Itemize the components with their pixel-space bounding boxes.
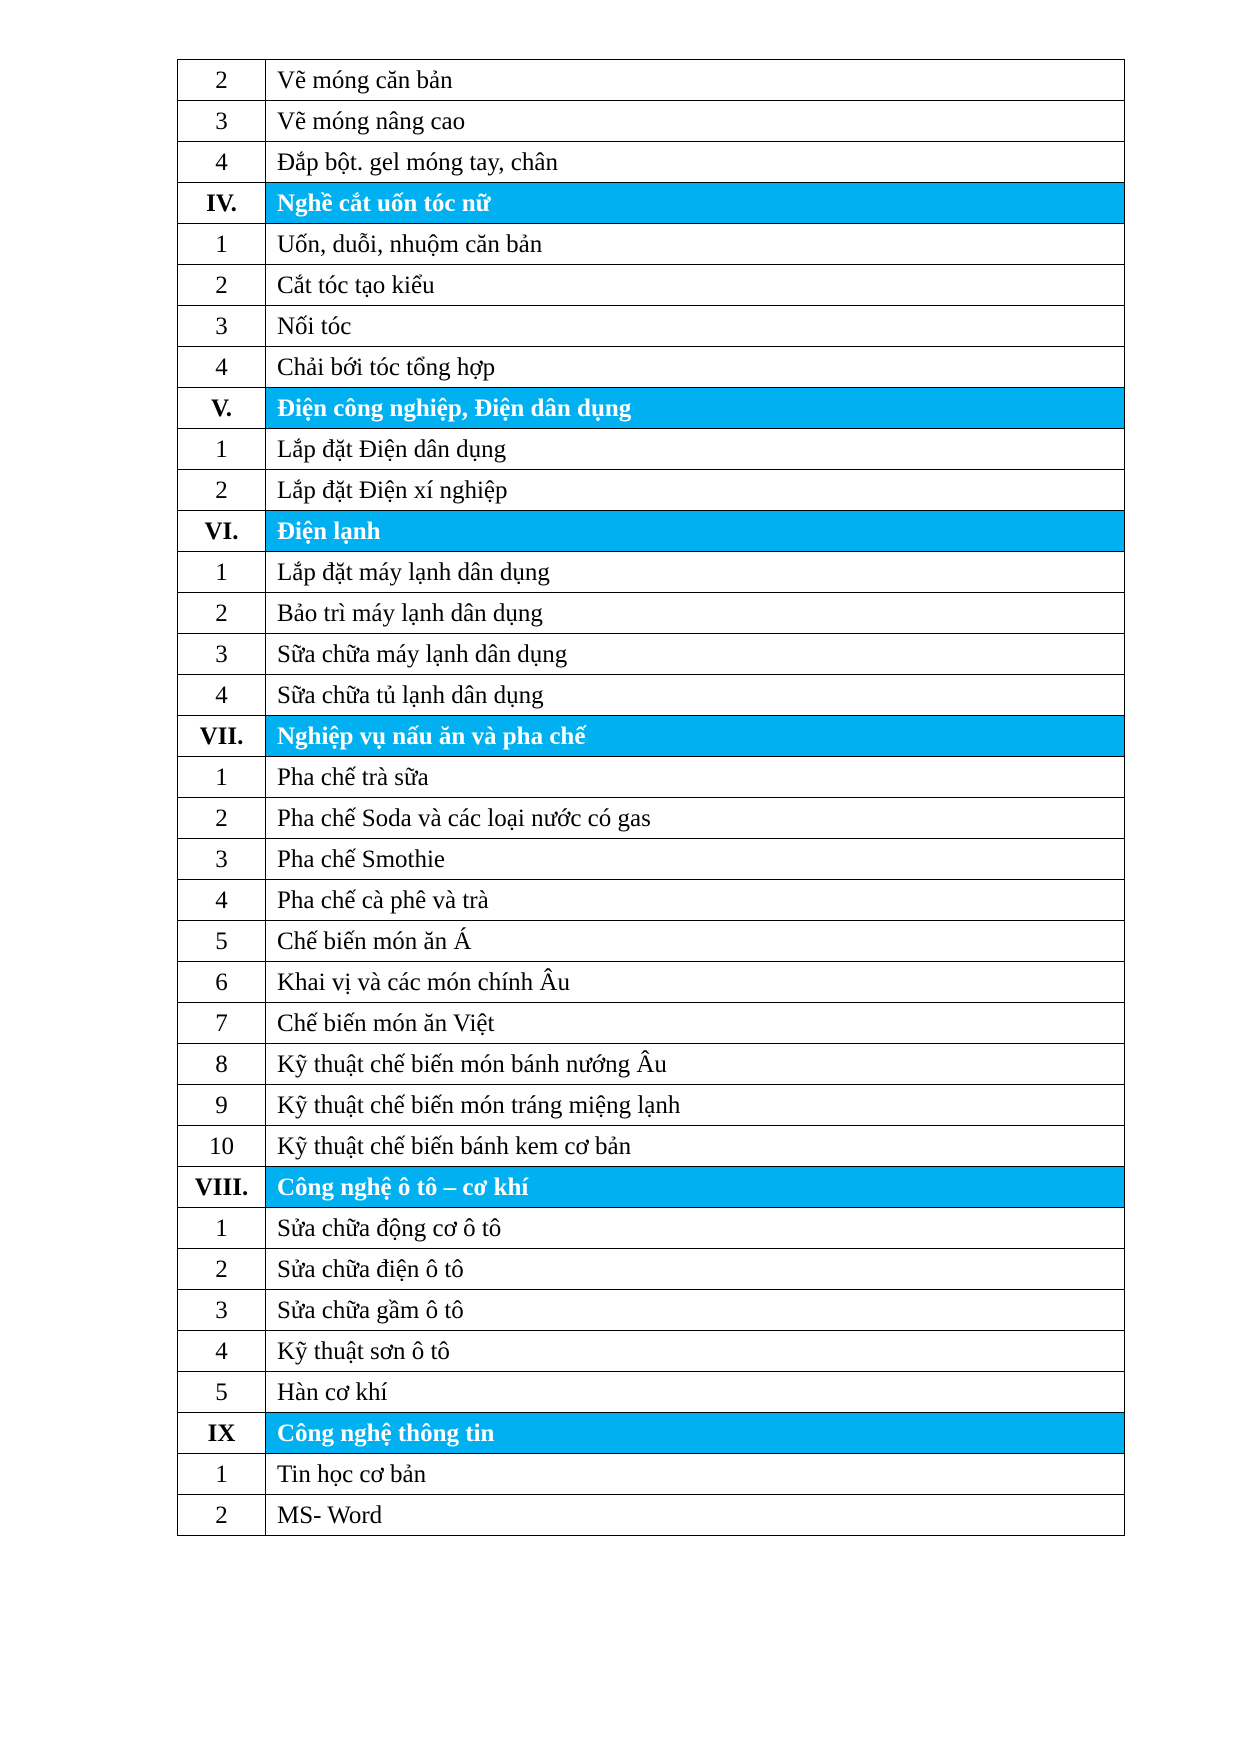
row-number: 1: [178, 429, 266, 470]
section-title: Nghề cắt uốn tóc nữ: [266, 183, 1125, 224]
course-row: [178, 347, 1125, 388]
course-name: Cắt tóc tạo kiểu: [266, 265, 1125, 306]
row-number: 6: [178, 962, 266, 1003]
section-number: VI.: [178, 511, 266, 552]
course-name: Kỹ thuật sơn ô tô: [266, 1331, 1125, 1372]
course-name: Chải bới tóc tổng hợp: [266, 347, 1125, 388]
row-number: 5: [178, 921, 266, 962]
course-name: Tin học cơ bản: [266, 1454, 1125, 1495]
section-number: VIII.: [178, 1167, 266, 1208]
course-name: Nối tóc: [266, 306, 1125, 347]
course-name: Uốn, duỗi, nhuộm căn bản: [266, 224, 1125, 265]
course-name: Lắp đặt máy lạnh dân dụng: [266, 552, 1125, 593]
course-name: Sữa chữa máy lạnh dân dụng: [266, 634, 1125, 675]
row-number: 4: [178, 1331, 266, 1372]
course-row: [178, 142, 1125, 183]
course-row: [178, 429, 1125, 470]
row-number: 7: [178, 1003, 266, 1044]
row-number: 3: [178, 634, 266, 675]
section-title: Điện lạnh: [266, 511, 1125, 552]
course-row: [178, 1044, 1125, 1085]
course-row: [178, 880, 1125, 921]
section-number: IV.: [178, 183, 266, 224]
section-number: VII.: [178, 716, 266, 757]
course-row: [178, 757, 1125, 798]
section-title: Công nghệ ô tô – cơ khí: [266, 1167, 1125, 1208]
course-name: Bảo trì máy lạnh dân dụng: [266, 593, 1125, 634]
section-header-row: [178, 511, 1125, 552]
row-number: 9: [178, 1085, 266, 1126]
course-name: Sữa chữa tủ lạnh dân dụng: [266, 675, 1125, 716]
course-name: Pha chế cà phê và trà: [266, 880, 1125, 921]
course-row: [178, 1372, 1125, 1413]
course-name: Sửa chữa động cơ ô tô: [266, 1208, 1125, 1249]
course-row: [178, 224, 1125, 265]
row-number: 1: [178, 552, 266, 593]
course-row: [178, 101, 1125, 142]
row-number: 2: [178, 265, 266, 306]
section-header-row: [178, 1413, 1125, 1454]
row-number: 2: [178, 60, 266, 101]
course-row: [178, 552, 1125, 593]
course-row: [178, 1249, 1125, 1290]
section-title: Điện công nghiệp, Điện dân dụng: [266, 388, 1125, 429]
course-name: Hàn cơ khí: [266, 1372, 1125, 1413]
course-row: [178, 1495, 1125, 1536]
row-number: 3: [178, 839, 266, 880]
course-name: Lắp đặt Điện xí nghiệp: [266, 470, 1125, 511]
row-number: 8: [178, 1044, 266, 1085]
row-number: 10: [178, 1126, 266, 1167]
section-title: Nghiệp vụ nấu ăn và pha chế: [266, 716, 1125, 757]
course-row: [178, 265, 1125, 306]
row-number: 1: [178, 757, 266, 798]
course-table: [177, 59, 1125, 1536]
course-name: Chế biến món ăn Á: [266, 921, 1125, 962]
course-name: Pha chế Soda và các loại nước có gas: [266, 798, 1125, 839]
course-name: Khai vị và các món chính Âu: [266, 962, 1125, 1003]
course-row: [178, 60, 1125, 101]
course-name: Kỹ thuật chế biến món tráng miệng lạnh: [266, 1085, 1125, 1126]
course-name: MS- Word: [266, 1495, 1125, 1536]
row-number: 3: [178, 1290, 266, 1331]
row-number: 1: [178, 1208, 266, 1249]
course-row: [178, 306, 1125, 347]
section-title: Công nghệ thông tin: [266, 1413, 1125, 1454]
row-number: 4: [178, 880, 266, 921]
row-number: 2: [178, 470, 266, 511]
row-number: 5: [178, 1372, 266, 1413]
course-name: Pha chế Smothie: [266, 839, 1125, 880]
course-name: Vẽ móng căn bản: [266, 60, 1125, 101]
course-row: [178, 1126, 1125, 1167]
course-name: Sửa chữa điện ô tô: [266, 1249, 1125, 1290]
section-number: IX: [178, 1413, 266, 1454]
row-number: 3: [178, 306, 266, 347]
section-header-row: [178, 716, 1125, 757]
row-number: 3: [178, 101, 266, 142]
course-row: [178, 921, 1125, 962]
course-row: [178, 1290, 1125, 1331]
section-header-row: [178, 1167, 1125, 1208]
row-number: 2: [178, 1249, 266, 1290]
course-row: [178, 1331, 1125, 1372]
course-table-body: [178, 60, 1125, 1536]
course-name: Chế biến món ăn Việt: [266, 1003, 1125, 1044]
section-header-row: [178, 183, 1125, 224]
section-number: V.: [178, 388, 266, 429]
course-name: Kỹ thuật chế biến món bánh nướng Âu: [266, 1044, 1125, 1085]
course-row: [178, 593, 1125, 634]
course-row: [178, 1454, 1125, 1495]
course-name: Pha chế trà sữa: [266, 757, 1125, 798]
course-row: [178, 470, 1125, 511]
course-name: Đắp bột. gel móng tay, chân: [266, 142, 1125, 183]
row-number: 2: [178, 798, 266, 839]
course-row: [178, 962, 1125, 1003]
course-row: [178, 798, 1125, 839]
course-row: [178, 1208, 1125, 1249]
row-number: 4: [178, 675, 266, 716]
course-name: Kỹ thuật chế biến bánh kem cơ bản: [266, 1126, 1125, 1167]
course-name: Lắp đặt Điện dân dụng: [266, 429, 1125, 470]
course-name: Vẽ móng nâng cao: [266, 101, 1125, 142]
row-number: 2: [178, 593, 266, 634]
course-row: [178, 1003, 1125, 1044]
course-name: Sửa chữa gầm ô tô: [266, 1290, 1125, 1331]
section-header-row: [178, 388, 1125, 429]
row-number: 4: [178, 142, 266, 183]
course-row: [178, 675, 1125, 716]
row-number: 1: [178, 224, 266, 265]
row-number: 4: [178, 347, 266, 388]
row-number: 2: [178, 1495, 266, 1536]
course-row: [178, 1085, 1125, 1126]
course-row: [178, 839, 1125, 880]
course-row: [178, 634, 1125, 675]
row-number: 1: [178, 1454, 266, 1495]
